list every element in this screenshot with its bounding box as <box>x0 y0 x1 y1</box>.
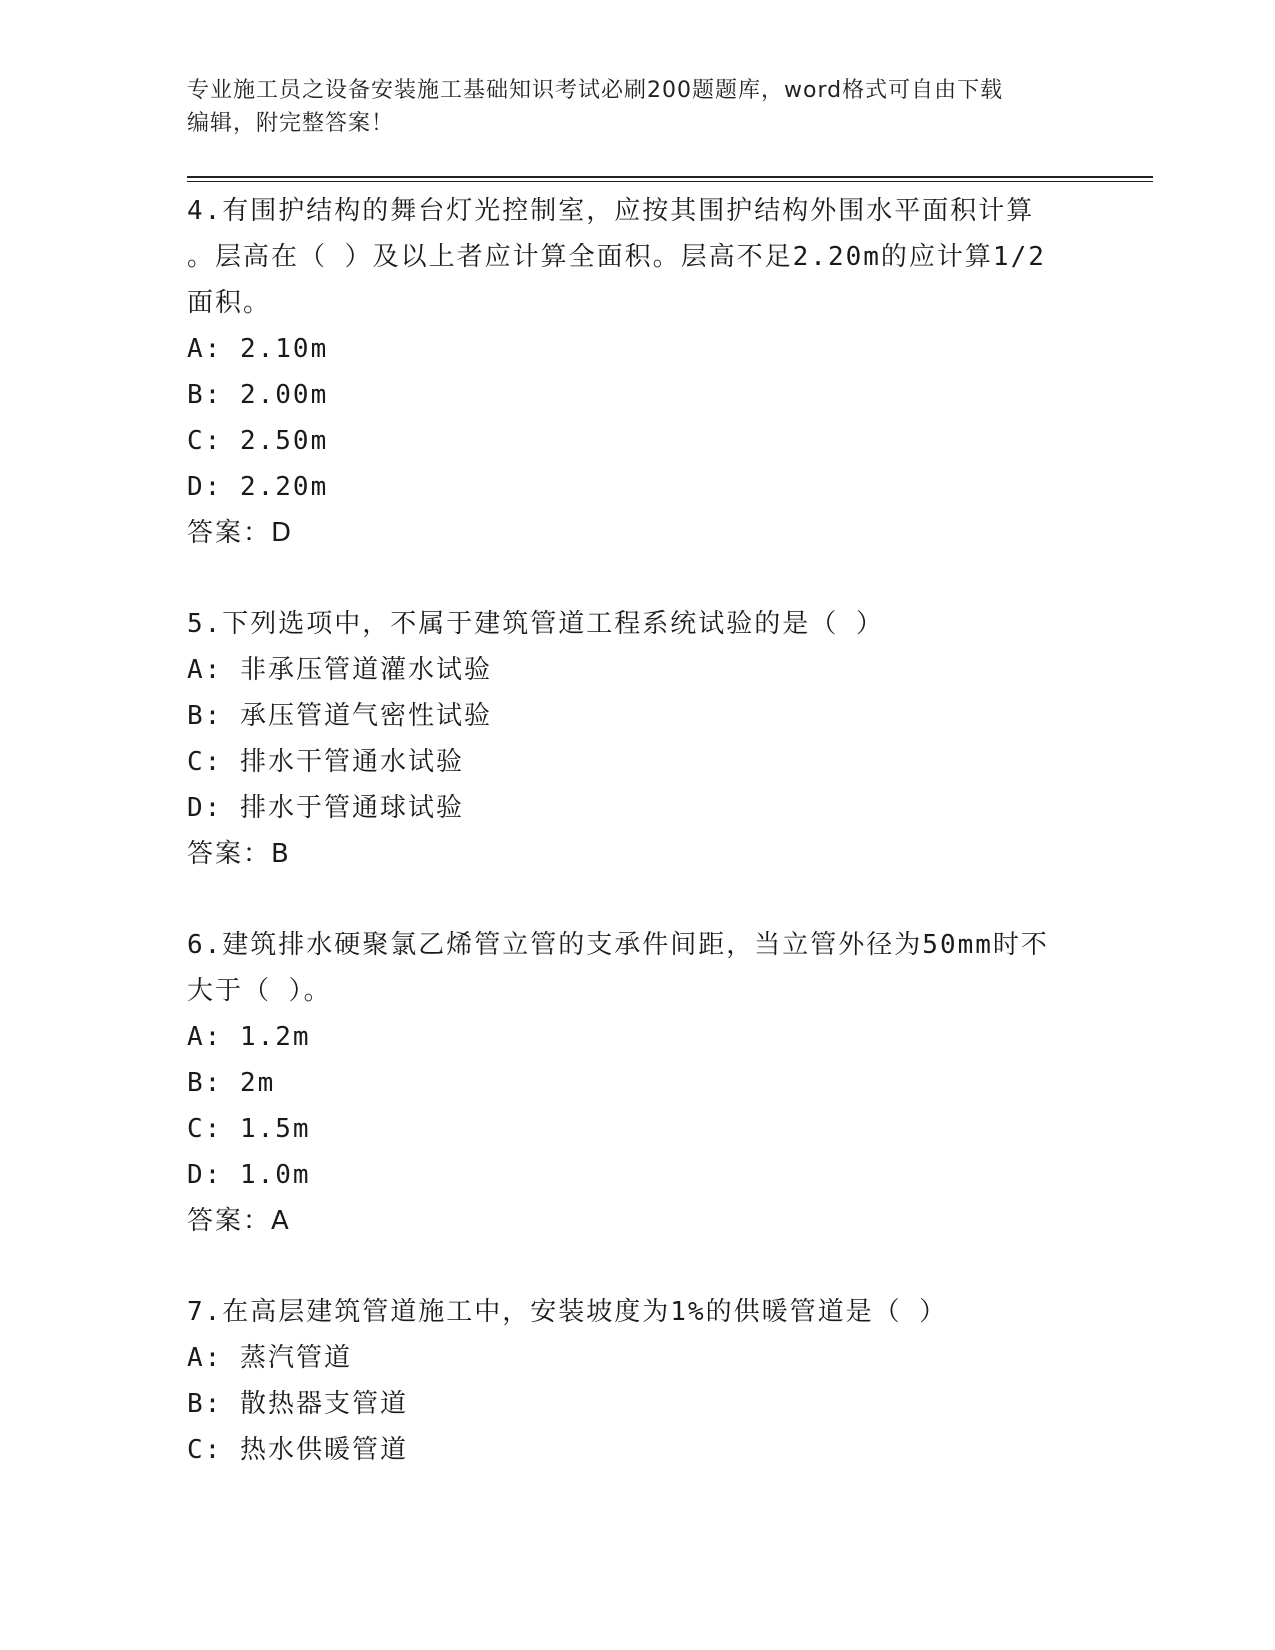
document-header <box>187 74 1087 140</box>
header-divider-thick <box>187 176 1153 178</box>
question-4 <box>187 188 1087 556</box>
question-stem-line: 4.有围护结构的舞台灯光控制室，应按其围护结构外围水平面积计算 <box>187 196 1035 226</box>
question-stem-line: 面积。 <box>187 288 272 318</box>
question-list <box>187 188 1087 1473</box>
option-a: A: 2.10m <box>187 334 329 364</box>
question-spacer <box>187 556 1087 601</box>
question-7 <box>187 1289 1087 1473</box>
option-c: C: 1.5m <box>187 1114 311 1144</box>
option-a: A: 蒸汽管道 <box>187 1343 352 1373</box>
question-spacer <box>187 877 1087 922</box>
option-c: C: 排水干管通水试验 <box>187 747 464 777</box>
option-c: C: 2.50m <box>187 426 329 456</box>
option-d: D: 2.20m <box>187 472 329 502</box>
answer-line: 答案：A <box>187 1206 291 1236</box>
option-b: B: 2m <box>187 1068 276 1098</box>
option-b: B: 散热器支管道 <box>187 1389 408 1419</box>
question-stem-line: 5.下列选项中，不属于建筑管道工程系统试验的是（ ） <box>187 609 884 639</box>
question-stem-line: 。层高在（ ）及以上者应计算全面积。层高不足2.20m的应计算1/2 <box>187 242 1046 272</box>
question-spacer <box>187 1244 1087 1289</box>
option-b: B: 2.00m <box>187 380 329 410</box>
header-line-2: 编辑，附完整答案！ <box>187 111 395 136</box>
option-b: B: 承压管道气密性试验 <box>187 701 492 731</box>
answer-line: 答案：B <box>187 839 291 869</box>
option-d: D: 排水于管通球试验 <box>187 793 464 823</box>
option-a: A: 非承压管道灌水试验 <box>187 655 492 685</box>
question-stem-line: 7.在高层建筑管道施工中，安装坡度为1%的供暖管道是（ ） <box>187 1297 948 1327</box>
question-stem-line: 6.建筑排水硬聚氯乙烯管立管的支承件间距，当立管外径为50mm时不 <box>187 930 1049 960</box>
header-line-1: 专业施工员之设备安装施工基础知识考试必刷200题题库，word格式可自由下载 <box>187 78 1004 103</box>
answer-line: 答案：D <box>187 518 294 548</box>
option-c: C: 热水供暖管道 <box>187 1435 408 1465</box>
question-6 <box>187 922 1087 1244</box>
question-stem-line: 大于（ ）。 <box>187 976 332 1006</box>
option-a: A: 1.2m <box>187 1022 311 1052</box>
option-d: D: 1.0m <box>187 1160 311 1190</box>
header-divider-thin <box>187 181 1153 182</box>
question-5 <box>187 601 1087 877</box>
